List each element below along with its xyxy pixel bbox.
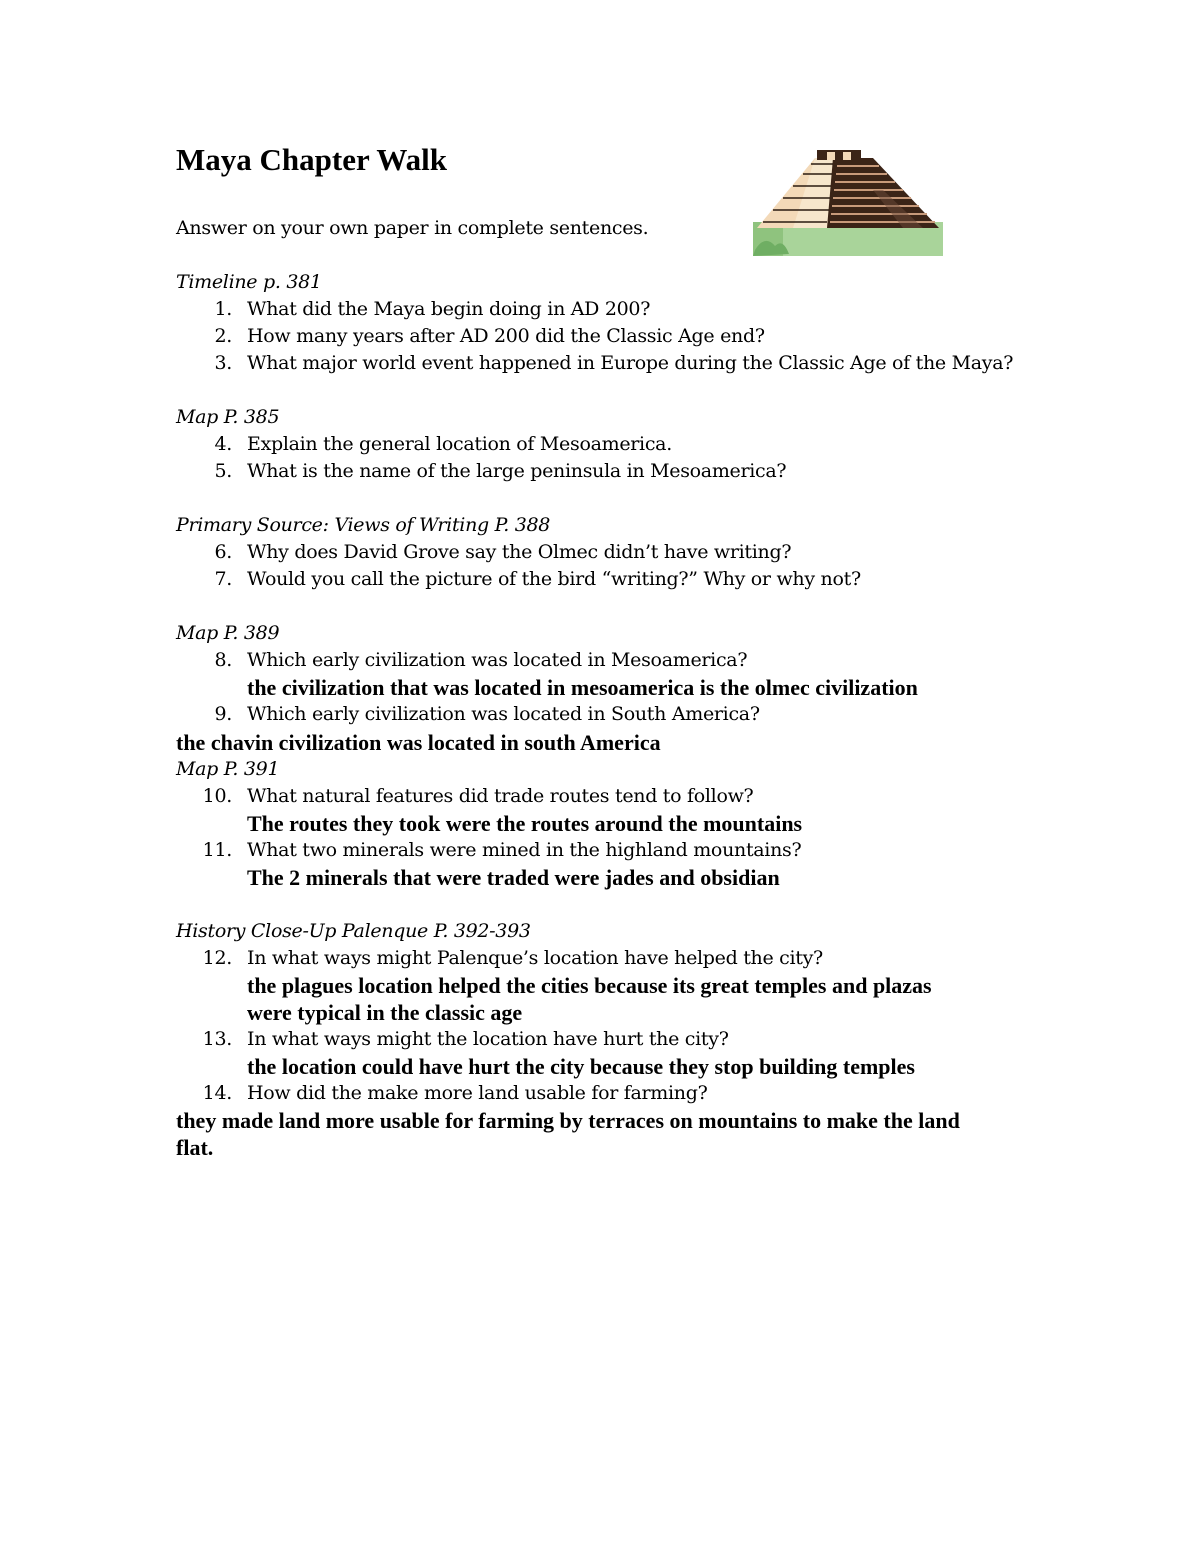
instructions-text: Answer on your own paper in complete sentences.: [176, 217, 649, 239]
question-text: Which early civilization was located in Mesoamerica?: [247, 649, 748, 671]
question-text: In what ways might Palenque’s location have helped the city?: [247, 947, 823, 969]
question-text: How did the make more land usable for farming?: [247, 1082, 708, 1104]
answer-text: were typical in the classic age: [247, 1000, 523, 1025]
section-heading-palenque: History Close-Up Palenque P. 392-393: [176, 920, 531, 942]
section-heading-map-391: Map P. 391: [176, 758, 280, 780]
question-text: What major world event happened in Europe during the Classic Age of the Maya?: [247, 352, 1014, 374]
question-text: What two minerals were mined in the highland mountains?: [247, 839, 802, 861]
question-number: 8.: [214, 649, 232, 671]
question-number: 4.: [214, 433, 232, 455]
question-number: 11.: [202, 839, 232, 861]
question-number: 10.: [202, 785, 232, 807]
question-number: 1.: [214, 298, 232, 320]
question-number: 5.: [214, 460, 232, 482]
answer-text: the plagues location helped the cities because its great temples and plazas: [247, 973, 932, 998]
question-text: How many years after AD 200 did the Classic Age end?: [247, 325, 765, 347]
question-number: 2.: [214, 325, 232, 347]
section-heading-primary-source: Primary Source: Views of Writing P. 388: [176, 514, 551, 536]
section-heading-map-385: Map P. 385: [176, 406, 280, 428]
question-number: 9.: [214, 703, 232, 725]
question-text: Would you call the picture of the bird “writing?” Why or why not?: [247, 568, 861, 590]
answer-text: The 2 minerals that were traded were jades and obsidian: [247, 865, 780, 890]
answer-text: the civilization that was located in mesoamerica is the olmec civilization: [247, 675, 918, 700]
section-heading-map-389: Map P. 389: [176, 622, 280, 644]
question-text: What is the name of the large peninsula in Mesoamerica?: [247, 460, 787, 482]
question-text: In what ways might the location have hurt the city?: [247, 1028, 729, 1050]
answer-text: The routes they took were the routes around the mountains: [247, 811, 803, 836]
question-text: What did the Maya begin doing in AD 200?: [247, 298, 651, 320]
section-heading-timeline: Timeline p. 381: [176, 271, 322, 293]
pyramid-icon: [753, 150, 943, 256]
answer-text: the location could have hurt the city because they stop building temples: [247, 1054, 915, 1079]
question-number: 7.: [214, 568, 232, 590]
answer-text: they made land more usable for farming by terraces on mountains to make the land: [176, 1108, 960, 1133]
question-number: 3.: [214, 352, 232, 374]
answer-text: the chavin civilization was located in south America: [176, 730, 661, 755]
question-number: 14.: [202, 1082, 232, 1104]
answer-text: flat.: [176, 1135, 214, 1160]
page-title: Maya Chapter Walk: [176, 142, 447, 177]
question-text: Explain the general location of Mesoamerica.: [247, 433, 672, 455]
question-number: 6.: [214, 541, 232, 563]
question-number: 13.: [202, 1028, 232, 1050]
question-text: What natural features did trade routes tend to follow?: [247, 785, 754, 807]
question-text: Why does David Grove say the Olmec didn’t have writing?: [247, 541, 792, 563]
question-text: Which early civilization was located in South America?: [247, 703, 760, 725]
question-number: 12.: [202, 947, 232, 969]
